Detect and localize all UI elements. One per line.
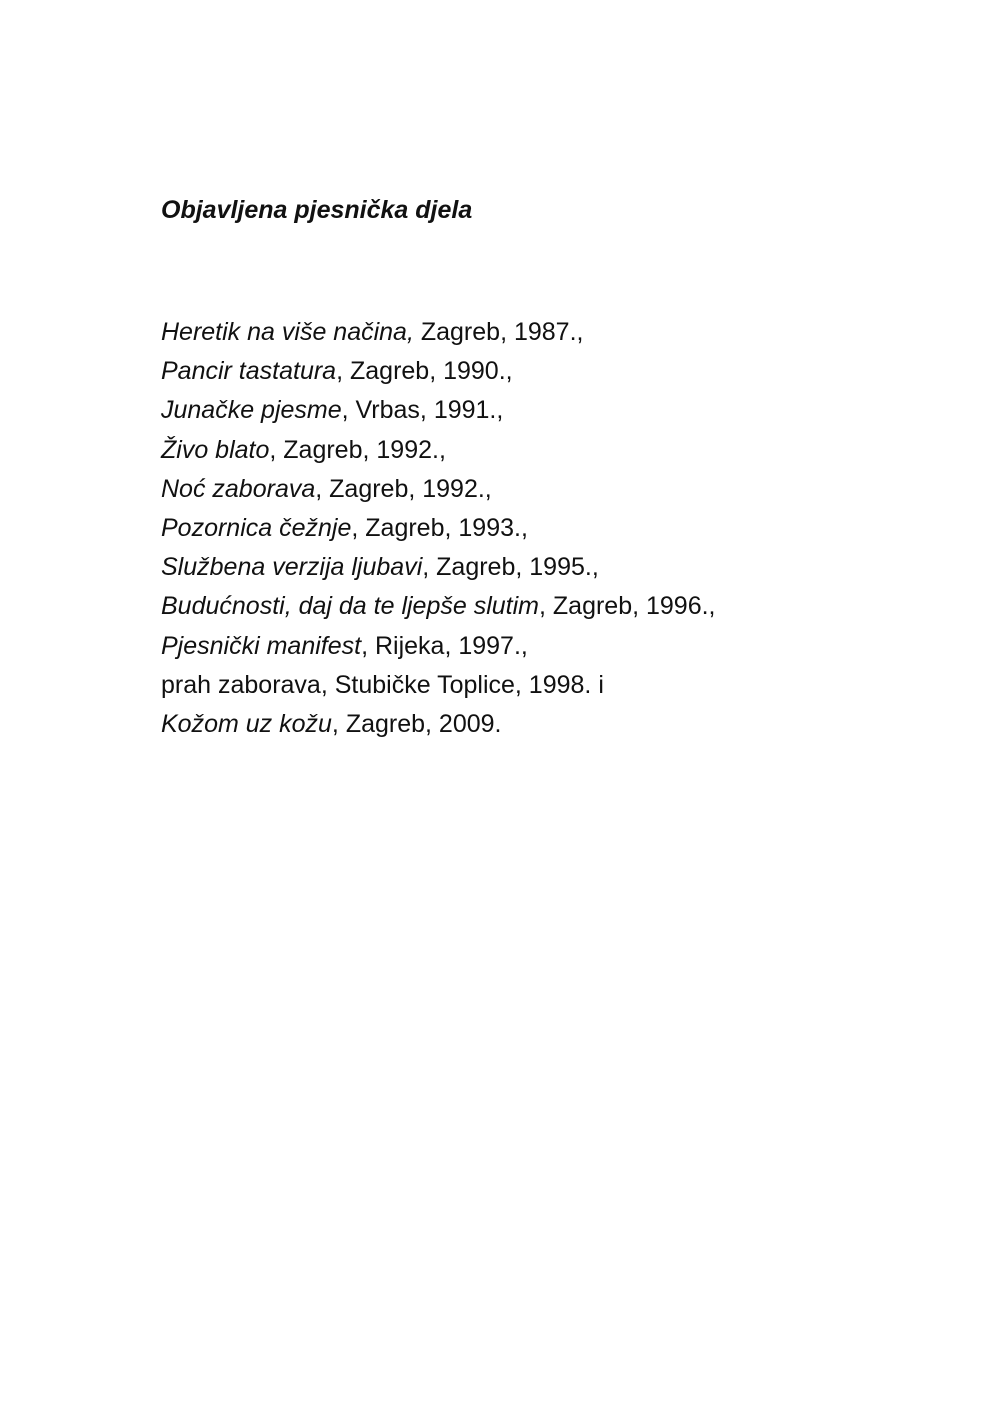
- section-heading: Objavljena pjesnička djela: [161, 196, 473, 224]
- work-entry: [161, 313, 716, 352]
- work-title: Noć zaborava: [161, 474, 316, 503]
- work-title: Heretik na više načina,: [161, 318, 414, 346]
- work-entry: [161, 705, 716, 744]
- work-publication: , Zagreb, 1993.,: [351, 513, 528, 542]
- work-entry: [161, 352, 716, 391]
- work-publication: , Zagreb, 1992.,: [269, 435, 446, 464]
- work-title: Junačke pjesme: [161, 396, 342, 425]
- work-publication: Zagreb, 1987.,: [413, 318, 584, 346]
- work-title: Kožom uz kožu: [161, 709, 332, 738]
- work-publication: , Zagreb, 1995.,: [422, 553, 599, 582]
- work-entry: [161, 666, 716, 705]
- work-publication: , Stubičke Toplice, 1998. i: [320, 670, 604, 699]
- work-entry: [161, 431, 716, 470]
- work-entry: [161, 548, 716, 587]
- work-title: Službena verzija ljubavi: [161, 553, 423, 582]
- work-title: Pancir tastatura: [161, 357, 337, 386]
- work-entry: [161, 509, 716, 548]
- work-title: Budućnosti, daj da te ljepše slutim: [161, 592, 539, 621]
- works-list: [161, 313, 716, 744]
- work-entry: [161, 587, 716, 626]
- work-publication: , Zagreb, 1992.,: [315, 474, 492, 503]
- work-publication: , Rijeka, 1997.,: [361, 631, 528, 660]
- work-publication: , Zagreb, 2009.: [331, 709, 502, 738]
- work-publication: , Vrbas, 1991.,: [341, 396, 504, 425]
- work-publication: , Zagreb, 1990.,: [336, 357, 513, 386]
- work-title: Pjesnički manifest: [161, 631, 362, 660]
- work-entry: [161, 470, 716, 509]
- work-title: Pozornica čežnje: [161, 513, 352, 542]
- work-entry: [161, 391, 716, 430]
- work-publication: , Zagreb, 1996.,: [539, 592, 716, 621]
- work-title: prah zaborava: [161, 670, 321, 699]
- work-title: Živo blato: [161, 435, 270, 464]
- work-entry: [161, 627, 716, 666]
